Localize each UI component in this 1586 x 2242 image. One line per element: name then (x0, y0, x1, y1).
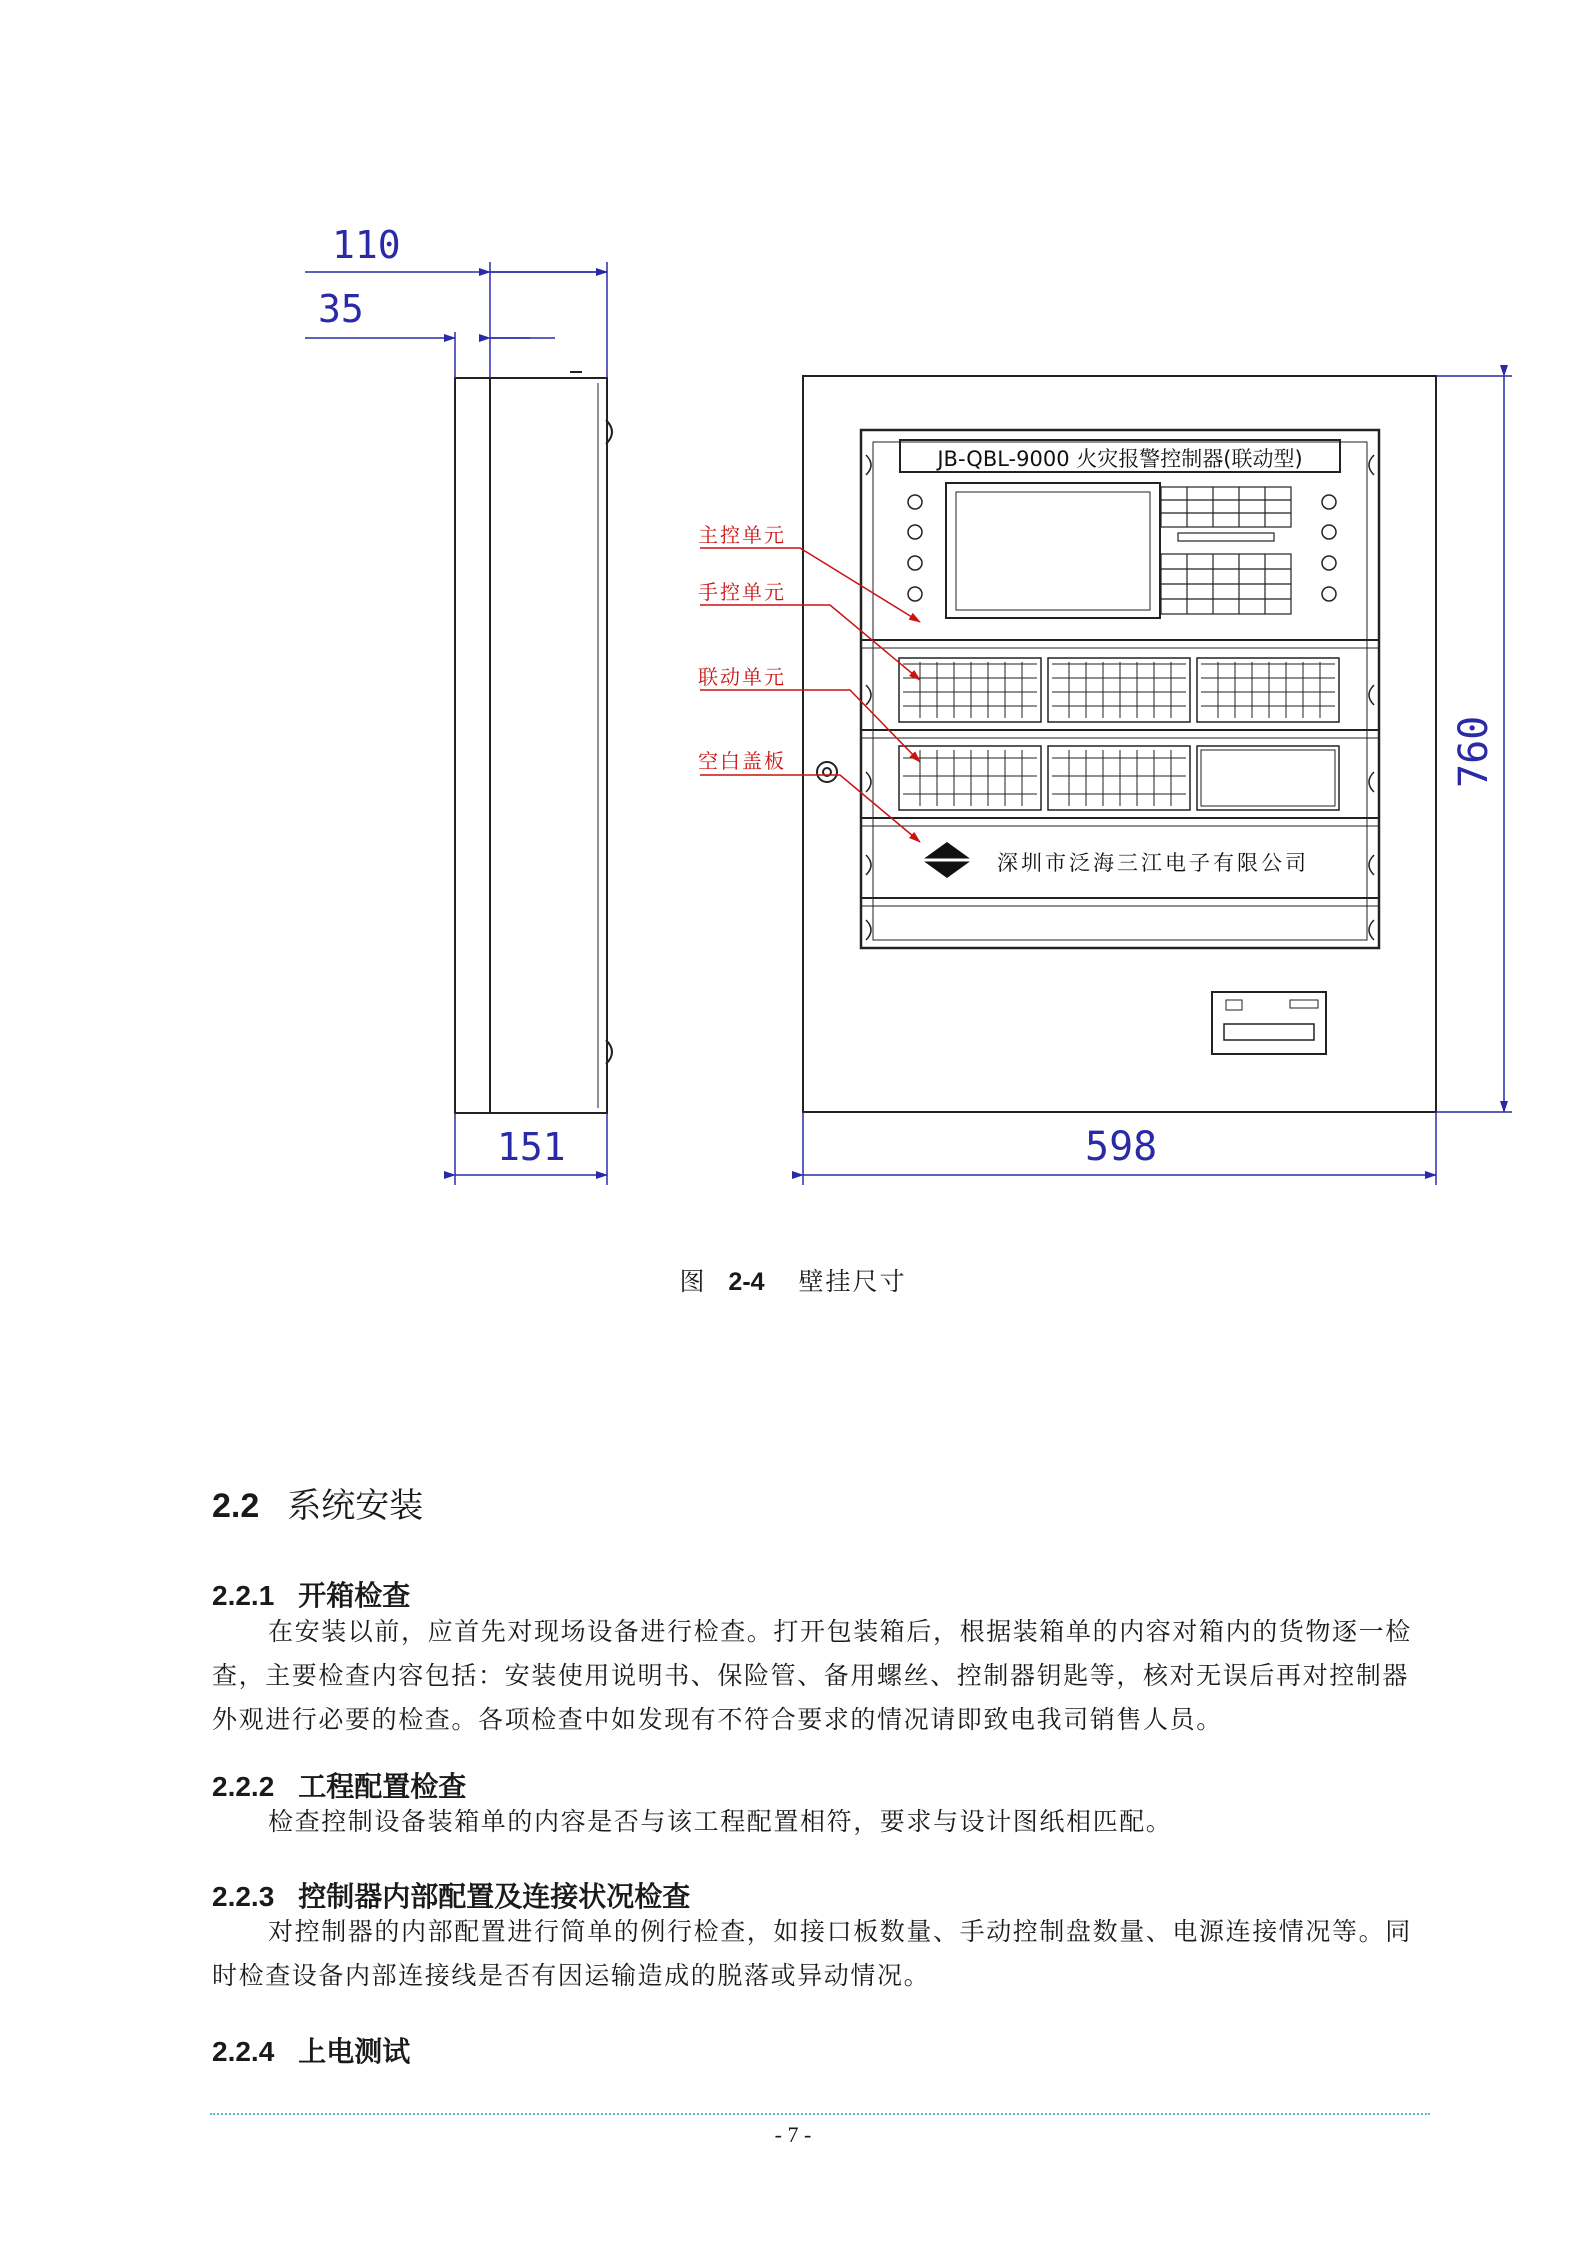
dimension-151: 151 (497, 1125, 566, 1169)
subsection-number: 2.2.1 (212, 1580, 275, 1611)
section-heading (212, 1478, 423, 1527)
subsection-heading-2-2-1 (212, 1574, 410, 1614)
subsection-title: 工程配置检查 (298, 1770, 467, 1803)
dimension-35: 35 (318, 287, 364, 331)
callout-blank-cover: 空白盖板 (698, 749, 786, 773)
paragraph-config-check: 检查控制设备装箱单的内容是否与该工程配置相符，要求与设计图纸相匹配。 (268, 1807, 1173, 1836)
subsection-title: 上电测试 (298, 2035, 411, 2068)
main-control-keypad (1161, 487, 1291, 614)
subsection-title: 开箱检查 (298, 1579, 411, 1612)
section-number: 2.2 (212, 1487, 260, 1525)
callout-main-control: 主控单元 (698, 523, 786, 547)
callout-manual-control: 手控单元 (698, 580, 786, 604)
dimension-598: 598 (1085, 1124, 1158, 1170)
side-view (455, 372, 612, 1113)
dimension-110: 110 (332, 223, 401, 267)
subsection-heading-2-2-3 (212, 1875, 690, 1915)
subsection-heading-2-2-4 (212, 2030, 410, 2070)
paragraph-internal-check: 对控制器的内部配置进行简单的例行检查，如接口板数量、手动控制盘数量、电源连接情况等。同时检查设备内部连接线是否有因运输造成的脱落或异动情况。 (212, 1917, 1412, 1990)
dimension-760: 760 (1451, 715, 1497, 788)
section-title: 系统安装 (287, 1486, 424, 1526)
panel-title: JB-QBL-9000 火灾报警控制器(联动型) (937, 447, 1303, 471)
callout-linkage: 联动单元 (698, 665, 786, 689)
caption-number: 2-4 (728, 1268, 765, 1296)
figure-caption (0, 1262, 1586, 1298)
subsection-number: 2.2.3 (212, 1881, 275, 1912)
front-view (803, 376, 1436, 1112)
subsection-number: 2.2.2 (212, 1771, 275, 1802)
linkage-unit-cells (903, 662, 1335, 806)
subsection-number: 2.2.4 (212, 2036, 275, 2067)
caption-title: 壁挂尺寸 (798, 1267, 907, 1296)
paragraph-unpacking-check: 在安装以前，应首先对现场设备进行检查。打开包装箱后，根据装箱单的内容对箱内的货物逐一检查，主要检查内容包括：安装使用说明书、保险管、备用螺丝、控制器钥匙等，核对无误后再对控制器外观进行必要的检查。各项检查中如发现有不符合要求的情况请即致电我司销售人员。 (212, 1617, 1412, 1734)
footer-divider (210, 2113, 1430, 2115)
subsection-heading-2-2-2 (212, 1765, 466, 1805)
company-name: 深圳市泛海三江电子有限公司 (997, 851, 1309, 875)
page-number: - 7 - (774, 2122, 812, 2147)
subsection-title: 控制器内部配置及连接状况检查 (298, 1880, 691, 1913)
caption-prefix: 图 (679, 1267, 707, 1296)
